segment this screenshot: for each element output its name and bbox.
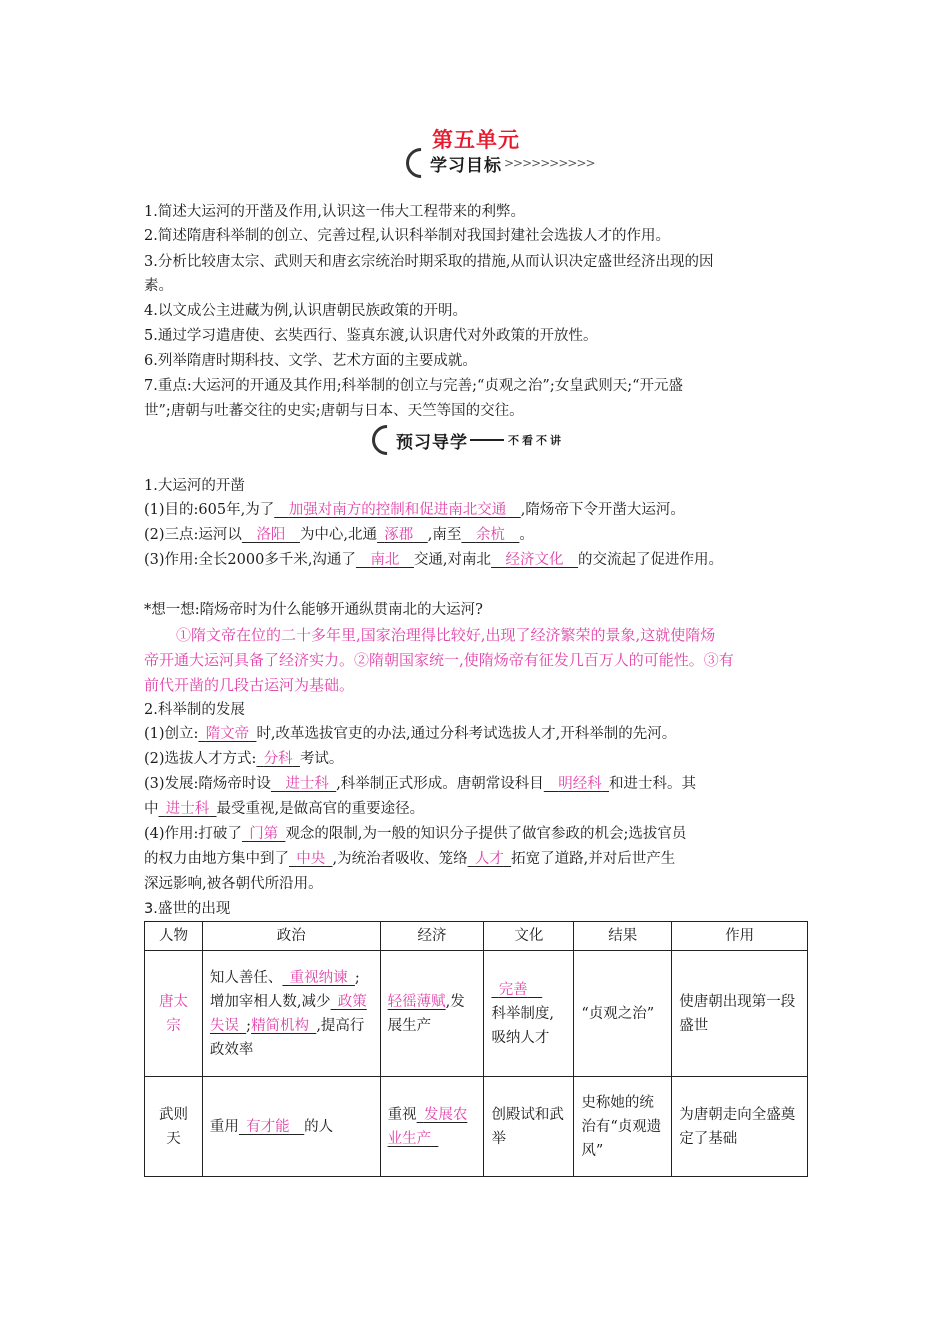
blank	[282, 970, 355, 986]
banner-tag: 不看不讲	[508, 434, 564, 447]
fill-line: 深远影响,被各朝代所沿用。	[144, 876, 323, 892]
answer: 精简机构	[251, 1017, 310, 1034]
result-cell: 史称她的统治有“贞观遗风”	[574, 1077, 672, 1177]
blank	[256, 751, 300, 767]
fill-line	[144, 747, 808, 771]
answer: 有才能	[246, 1118, 290, 1135]
text: ,发展生产	[387, 993, 465, 1034]
text: ;	[246, 1017, 252, 1034]
answer: 进士科	[165, 801, 210, 817]
answer: 南北	[370, 552, 400, 568]
blank	[468, 851, 512, 867]
culture-cell	[484, 951, 574, 1077]
text: 。	[519, 527, 534, 543]
fill-line	[144, 548, 808, 572]
banner-label: 预习导学	[396, 432, 468, 453]
think-answer: ①隋文帝在位的二十多年里,国家治理得比较好,出现了经济繁荣的景象,这就使隋炀	[176, 626, 716, 644]
blank	[491, 982, 542, 998]
fill-line	[144, 772, 808, 796]
banner-label: 学习目标	[430, 155, 502, 176]
text: ,提高行政效率	[209, 1017, 365, 1058]
text: 重用	[209, 1118, 239, 1135]
goal-item: 1.简述大运河的开凿及作用,认识这一伟大工程带来的利弊。	[144, 204, 525, 220]
text: ;增加宰相人数,减少	[209, 969, 360, 1010]
result-cell: “贞观之治”	[574, 951, 672, 1077]
text: 中	[144, 801, 159, 817]
blank	[159, 801, 217, 817]
text: ,为统治者吸收、笼络	[332, 851, 468, 867]
answer: 洛阳	[256, 527, 286, 543]
table-header: 政治	[202, 922, 380, 951]
section-banner-preview	[372, 423, 564, 457]
em-dash-divider	[470, 439, 504, 441]
effect-cell: 使唐朝出现第一段盛世	[672, 951, 808, 1077]
think-answer: 前代开凿的几段古运河为基础。	[144, 676, 355, 694]
answer: 轻徭薄赋	[387, 993, 446, 1010]
politics-cell	[202, 1077, 380, 1177]
table-header: 文化	[484, 922, 574, 951]
table-header: 作用	[672, 922, 808, 951]
person-cell: 唐太宗	[145, 951, 203, 1077]
text: 的交流起了促进作用。	[578, 552, 724, 568]
page-title: 第五单元	[432, 128, 520, 152]
blank	[544, 776, 609, 792]
banner-ornament-icon	[372, 425, 386, 455]
blank	[239, 1119, 304, 1135]
blank	[377, 527, 428, 543]
blank	[251, 1018, 316, 1034]
fill-line	[144, 822, 808, 846]
answer: 进士科	[285, 776, 329, 792]
answer: 人才	[474, 851, 504, 867]
text: ,隋炀帝下令开凿大运河。	[520, 502, 685, 518]
answer: 余杭	[475, 527, 505, 543]
fill-line	[144, 847, 808, 871]
answer: 加强对南方的控制和促进南北交通	[288, 502, 507, 518]
culture-cell: 创殿试和武举	[484, 1077, 574, 1177]
answer: 中央	[296, 851, 326, 867]
section-heading: 1.大运河的开凿	[144, 478, 245, 494]
section-banner-goals	[406, 146, 595, 180]
blank	[491, 552, 578, 568]
blank	[242, 826, 286, 842]
text: (4)作用:打破了	[144, 826, 242, 842]
goal-item: 2.简述隋唐科举制的创立、完善过程,认识科举制对我国封建社会选拔人才的作用。	[144, 228, 670, 244]
goal-item: 素。	[144, 278, 173, 294]
answer: 政策失误	[209, 993, 367, 1034]
text: (2)三点:运河以	[144, 527, 242, 543]
answer: 发展农业生产	[387, 1106, 468, 1147]
goal-item: 7.重点:大运河的开通及其作用;科举制的创立与完善;“贞观之治”;女皇武则天;“开元盛	[144, 378, 683, 394]
economy-cell	[380, 951, 484, 1077]
answer: 重视纳谏	[289, 969, 348, 986]
answer: 完善	[498, 981, 528, 998]
fill-line	[144, 797, 808, 821]
blank	[461, 527, 519, 543]
text: 最受重视,是做高官的重要途径。	[216, 801, 425, 817]
text: (3)发展:隋炀帝时设	[144, 776, 271, 792]
text: ,科举制正式形成。唐朝常设科目	[336, 776, 544, 792]
table-header: 人物	[145, 922, 203, 951]
text: 科举制度,吸纳人才	[491, 1005, 555, 1046]
goal-item: 3.分析比较唐太宗、武则天和唐玄宗统治时期采取的措施,从而认识决定盛世经济出现的因	[144, 254, 714, 270]
text: (3)作用:全长2000多千米,沟通了	[144, 552, 356, 568]
answer: 经济文化	[505, 552, 564, 568]
text: 重视	[387, 1106, 417, 1123]
fill-line	[144, 722, 808, 746]
text: (1)创立:	[144, 726, 199, 742]
table-header-row	[145, 922, 808, 951]
goal-item: 5.通过学习遣唐使、玄奘西行、鉴真东渡,认识唐代对外政策的开放性。	[144, 328, 598, 344]
text: 考试。	[299, 751, 344, 767]
table-row	[145, 1077, 808, 1177]
blank	[274, 502, 521, 518]
prosperity-table	[144, 921, 808, 1177]
text: 为中心,北通	[299, 527, 378, 543]
banner-ornament-icon	[406, 148, 420, 178]
text: 交通,对南北	[413, 552, 492, 568]
text: 的权力由地方集中到了	[144, 851, 289, 867]
think-question: *想一想:隋炀帝时为什么能够开通纵贯南北的大运河?	[144, 602, 483, 618]
blank	[356, 552, 414, 568]
goal-item: 4.以文成公主进藏为例,认识唐朝民族政策的开明。	[144, 303, 467, 319]
blank	[289, 851, 333, 867]
politics-cell	[202, 951, 380, 1077]
text: (1)目的:605年,为了	[144, 502, 275, 518]
economy-cell	[380, 1077, 484, 1177]
think-answer: 帝开通大运河具备了经济实力。②隋朝国家统一,使隋炀帝有征发几百万人的可能性。③有	[144, 651, 734, 669]
text: 和进士科。其	[609, 776, 697, 792]
person-cell: 武则天	[145, 1077, 203, 1177]
answer: 门第	[249, 826, 279, 842]
table-row	[145, 951, 808, 1077]
text: 拓宽了道路,并对后世产生	[511, 851, 676, 867]
effect-cell: 为唐朝走向全盛奠定了基础	[672, 1077, 808, 1177]
answer: 明经科	[558, 776, 602, 792]
fill-line	[144, 498, 808, 522]
text: 知人善任、	[209, 969, 283, 986]
blank	[271, 776, 336, 792]
text: ,南至	[427, 527, 462, 543]
table-header: 经济	[380, 922, 484, 951]
double-arrow-decoration-icon: >>>>>>>>>>	[504, 156, 595, 170]
goal-item: 世”;唐朝与吐蕃交往的史实;唐朝与日本、天竺等国的交往。	[144, 403, 524, 419]
text: 时,改革选拔官吏的办法,通过分科考试选拔人才,开科举制的先河。	[256, 726, 677, 742]
answer: 涿郡	[384, 527, 414, 543]
section-heading: 3.盛世的出现	[144, 901, 231, 917]
table-header: 结果	[574, 922, 672, 951]
blank	[198, 726, 256, 742]
text: 的人	[304, 1118, 334, 1135]
text: 观念的限制,为一般的知识分子提供了做官参政的机会;选拔官员	[285, 826, 687, 842]
blank	[242, 527, 300, 543]
goal-item: 6.列举隋唐时期科技、文学、艺术方面的主要成就。	[144, 353, 477, 369]
answer: 隋文帝	[205, 726, 250, 742]
section-heading: 2.科举制的发展	[144, 702, 245, 718]
answer: 分科	[263, 751, 293, 767]
fill-line	[144, 523, 808, 547]
text: (2)选拔人才方式:	[144, 751, 257, 767]
